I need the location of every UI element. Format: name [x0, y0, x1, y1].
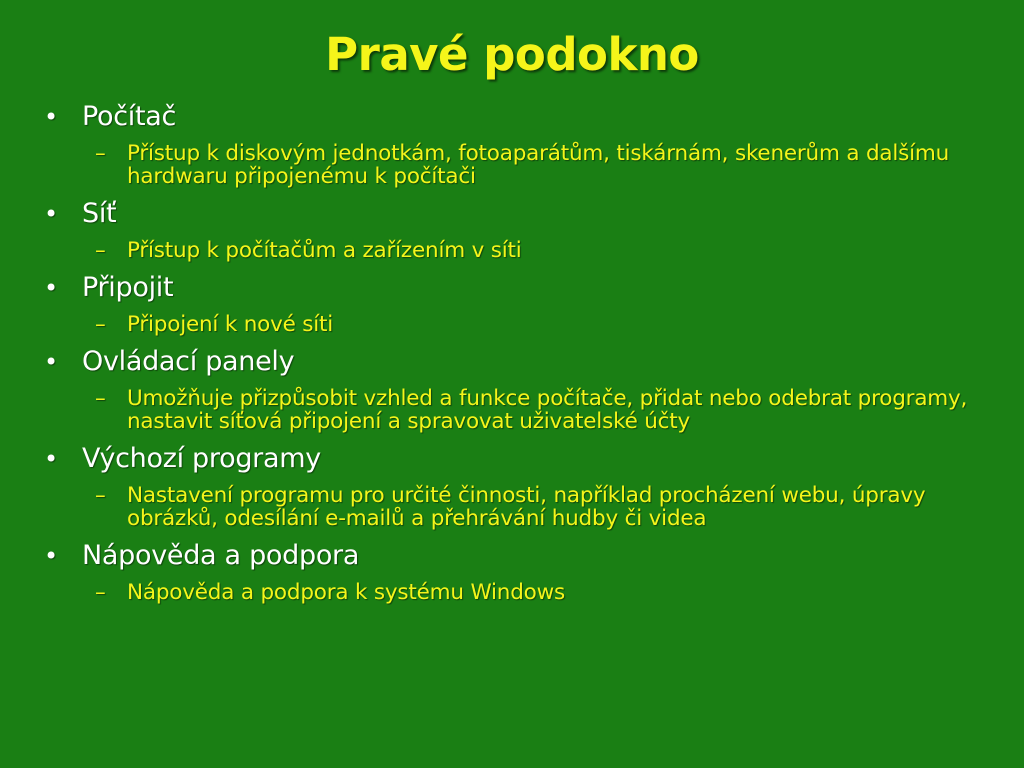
bullet-icon: •	[44, 348, 58, 376]
bullet-label: Výchozí programy	[82, 443, 321, 474]
slide-title: Pravé podokno	[325, 28, 699, 81]
sub-item-text: Nápověda a podpora k systému Windows	[127, 580, 566, 605]
bullet-icon: •	[44, 274, 58, 302]
bullet-label: Počítač	[82, 101, 177, 132]
list-item	[40, 438, 1000, 530]
bullet-icon: •	[44, 103, 58, 131]
sub-item-text: Přístup k počítačům a zařízením v síti	[127, 238, 522, 263]
sub-item-text: Přístup k diskovým jednotkám, fotoaparátům, tiskárnám, skenerům a dalšímu hardwaru připojenému k počítači	[127, 141, 950, 189]
dash-icon: –	[95, 483, 106, 508]
bullet-icon: •	[44, 542, 58, 570]
sub-item-text: Nastavení programu pro určité činnosti, například procházení webu, úpravy obrázků, odesílání e-mailů a přehrávání hudby či videa	[127, 483, 926, 531]
dash-icon: –	[95, 580, 106, 605]
list-item	[40, 267, 1000, 336]
dash-icon: –	[95, 141, 106, 166]
dash-icon: –	[95, 386, 106, 411]
dash-icon: –	[95, 312, 106, 337]
bullet-label: Připojit	[82, 272, 174, 303]
bullet-label: Síť	[82, 198, 117, 229]
sub-item-text: Připojení k nové síti	[127, 312, 334, 337]
list-item	[40, 96, 1000, 188]
bullet-icon: •	[44, 200, 58, 228]
bullet-label: Nápověda a podpora	[82, 540, 360, 571]
bullet-icon: •	[44, 445, 58, 473]
bullet-list	[40, 96, 1000, 609]
sub-item-text: Umožňuje přizpůsobit vzhled a funkce počítače, přidat nebo odebrat programy, nastavit síťová připojení a spravovat uživatelské účty	[127, 386, 968, 434]
bullet-label: Ovládací panely	[82, 346, 295, 377]
list-item	[40, 341, 1000, 433]
list-item	[40, 193, 1000, 262]
dash-icon: –	[95, 238, 106, 263]
list-item	[40, 535, 1000, 604]
